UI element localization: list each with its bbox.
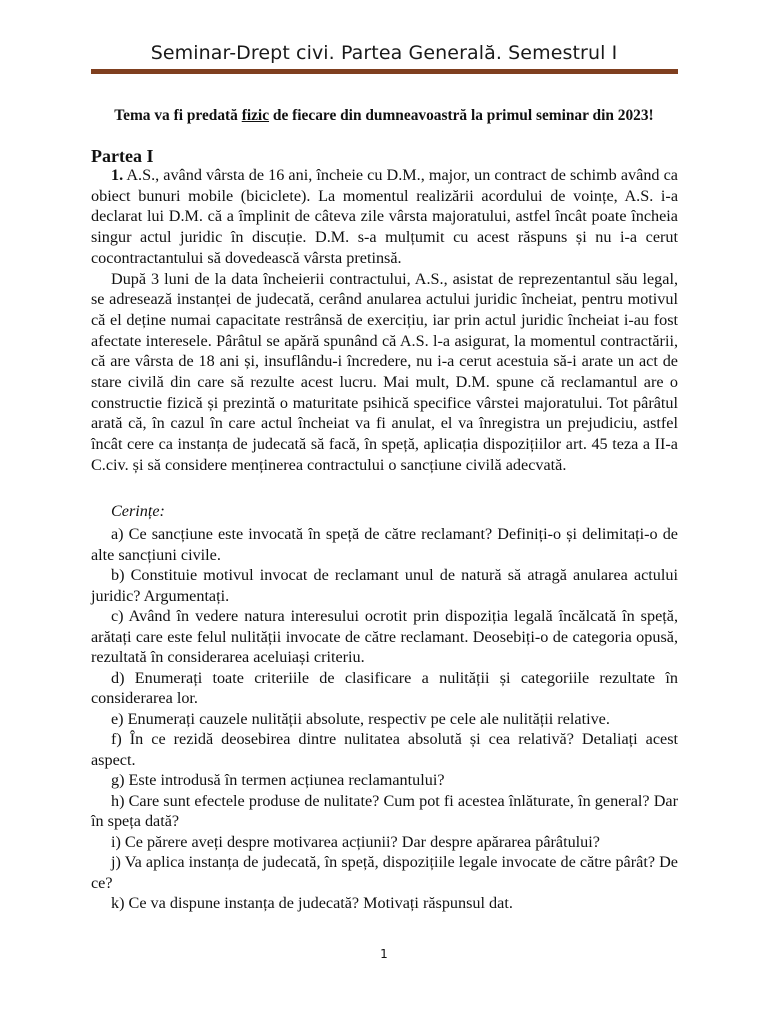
notice-text-before: Tema va fi predată <box>114 107 242 124</box>
task-item-a: a) Ce sancțiune este invocată în speță de către reclamant? Definiți-o și delimitați-o de alte sancțiuni civile. <box>91 525 678 564</box>
task-item-k: k) Ce va dispune instanța de judecată? Motivați răspunsul dat. <box>111 894 513 912</box>
tasks-list <box>91 524 678 914</box>
part-heading: Partea I <box>91 146 154 166</box>
problem-paragraph-1 <box>91 165 678 269</box>
task-item-d: d) Enumerați toate criteriile de clasificare a nulității și categoriile rezultate în considerarea lor. <box>91 668 678 707</box>
notice-underlined-word: fizic <box>241 107 270 124</box>
task-item-c: c) Având în vedere natura interesului ocrotit prin dispoziția legală încălcată în speță, arătați care este felul nulității invocate de către reclamant. Deosebiți-o de categoria opusă, rezultată în considerarea aceluiași criteriu. <box>91 607 678 666</box>
tasks-label: Cerințe: <box>111 502 165 520</box>
assignment-notice <box>0 107 768 125</box>
page-number: 1 <box>380 947 388 961</box>
page-header-title: Seminar-Drept civi. Partea Generală. Semestrul I <box>150 42 618 64</box>
problem-paragraph-2: După 3 luni de la data încheierii contractului, A.S., asistat de reprezentantul său legal, se adresează instanței de judecată, cerând anularea actului juridic încheiat, pentru motivul că el deține numai capacitate restrânsă de exercițiu, iar prin actul juridic încheiat i-au fost afectate interesele. Pârâtul se apără spunând că A.S. l-a asigurat, la momentul contractării, că are vârsta de 18 ani și, insuflându-i încredere, nu i-a cerut acestuia să-i arate un act de stare civilă din care să rezulte acest lucru. Mai mult, D.M. spune că reclamantul are o constructie fizică și prezintă o maturitate psihică specifice vârstei majoratului. Tot pârâtul arată că, în cazul în care actul încheiat va fi anulat, el va înregistra un prejudiciu, astfel încât cere ca instanța de judecată să facă, în speță, aplicația dispozițiilor art. 45 teza a II-a C.civ. și să considere menținerea contractului o sancțiune civilă adecvată. <box>91 269 678 474</box>
task-item-h: h) Care sunt efectele produse de nulitate? Cum pot fi acestea înlăturate, în general? Dar în speța dată? <box>91 791 678 830</box>
task-item-f: f) În ce rezidă deosebirea dintre nulitatea absolută și cea relativă? Detaliați acest aspect. <box>91 730 678 769</box>
notice-text-after: de fiecare din dumneavoastră la primul seminar din 2023! <box>269 107 654 124</box>
problem-number: 1. <box>111 166 124 184</box>
problem-paragraph-1-text: A.S., având vârsta de 16 ani, încheie cu D.M., major, un contract de schimb având ca obiect bunuri mobile (biciclete). La momentul realizării acordului de voințe, A.S. i-a declarat lui D.M. că a împlinit de câteva zile vârsta majoratului, astfel încât poate încheia singur actul juridic în discuție. D.M. s-a mulțumit cu acest răspuns și nu i-a cerut cocontractantului să dovedească vârsta pretinsă. <box>91 166 678 267</box>
task-item-i: i) Ce părere aveți despre motivarea acțiunii? Dar despre apărarea pârâtului? <box>111 832 600 851</box>
task-item-e: e) Enumerați cauzele nulității absolute, respectiv pe cele ale nulității relative. <box>111 709 610 728</box>
header-divider <box>91 69 678 74</box>
problem-statement <box>91 165 678 476</box>
task-item-g: g) Este introdusă în termen acțiunea reclamantului? <box>111 771 445 789</box>
task-item-j: j) Va aplica instanța de judecată, în speță, dispozițiile legale invocate de către pârât? De ce? <box>91 853 678 892</box>
task-item-b: b) Constituie motivul invocat de reclamant unul de natură să atragă anularea actului juridic? Argumentați. <box>91 566 678 605</box>
